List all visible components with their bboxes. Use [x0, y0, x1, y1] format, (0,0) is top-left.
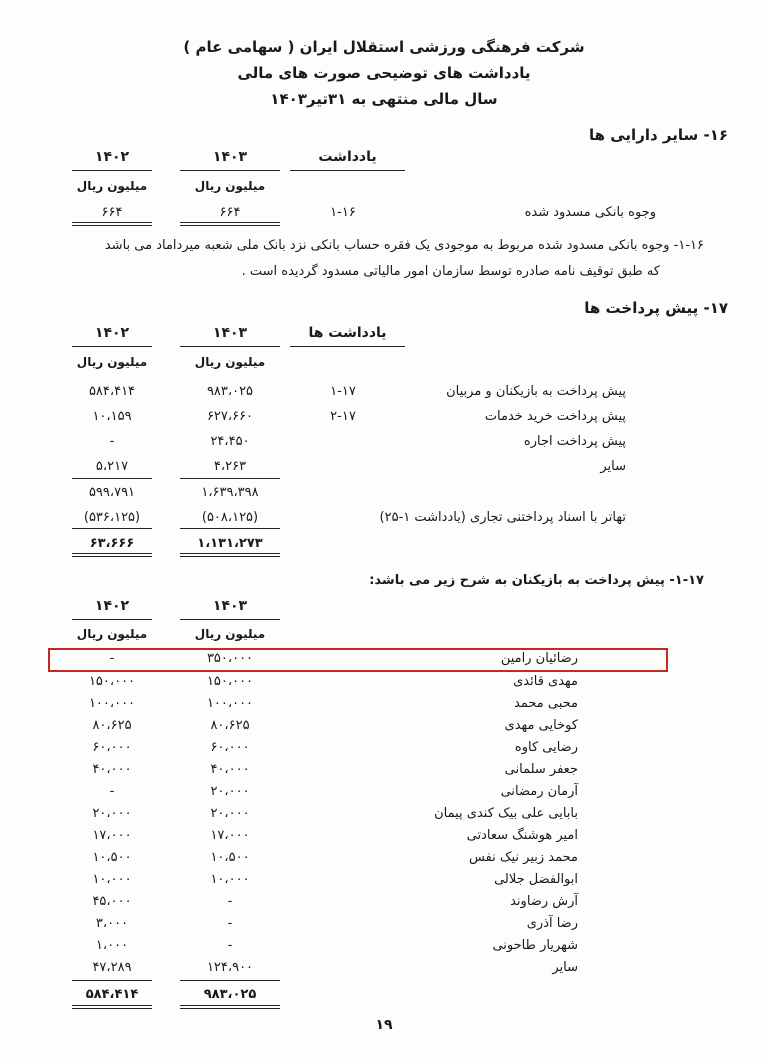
s17-offset-current: (۵۰۸،۱۲۵): [201, 510, 259, 525]
s17-total-prior: ۶۳،۶۶۶: [89, 536, 135, 551]
s171-row-label: ابوالفضل جلالی: [494, 872, 578, 887]
s17-row-note: ۲-۱۷: [330, 409, 356, 424]
s16-para-line2: که طبق توقیف نامه صادره توسط سازمان امور مالیاتی مسدود گردیده است .: [241, 264, 660, 279]
s17-row-label: پیش پرداخت خرید خدمات: [484, 409, 626, 424]
s171-row-label: سایر: [552, 960, 578, 975]
s17-total-top-rule-current: [180, 528, 280, 529]
s171-row-prior: ۶۰،۰۰۰: [92, 740, 132, 755]
s171-row-current: ۱۷،۰۰۰: [210, 828, 250, 843]
s171-row-prior: -: [109, 784, 115, 799]
s17-subtotal-rule-current: [180, 478, 280, 479]
s171-total-top-rule-current: [180, 980, 280, 981]
s17-row-prior: -: [109, 434, 115, 449]
page-number: ۱۹: [375, 1017, 393, 1033]
s17-unit-current: میلیون ریال: [194, 355, 266, 369]
s17-row-current: ۹۸۳،۰۲۵: [206, 384, 254, 399]
s171-row-current: ۱۵۰،۰۰۰: [206, 674, 254, 689]
s171-row-label: رضایی کاوه: [514, 740, 578, 755]
s17-offset-prior: (۵۳۶،۱۲۵): [83, 510, 141, 525]
s171-row-prior: ۱۰،۵۰۰: [92, 850, 132, 865]
s17-total-top-rule-prior: [72, 528, 152, 529]
section-16-title: ۱۶- سایر دارایی ها: [588, 126, 728, 144]
section-17-title: ۱۷- پیش پرداخت ها: [584, 299, 728, 317]
s171-rule-current: [180, 619, 280, 620]
s171-row-label: جعفر سلمانی: [504, 762, 578, 777]
s171-row-label: محمد زبیر نیک نفس: [468, 850, 578, 865]
s171-row-label: مهدی قائدی: [513, 674, 578, 689]
s17-row-label: سایر: [600, 459, 626, 474]
s16-rule-note: [290, 170, 405, 171]
s171-row-current: ۱۰،۵۰۰: [210, 850, 250, 865]
s16-rule-current: [180, 170, 280, 171]
s17-total-rule-current: [180, 553, 280, 557]
s17-rule-current: [180, 346, 280, 347]
s16-row-note: ۱-۱۶: [330, 205, 356, 220]
s171-row-label: آرمان رمضانی: [500, 784, 578, 799]
s16-total-rule-prior: [72, 222, 152, 226]
s17-row-current: ۴،۲۶۳: [213, 459, 247, 474]
s171-row-current: ۲۰،۰۰۰: [210, 806, 250, 821]
s171-row-label: محبی محمد: [514, 696, 578, 711]
s171-row-prior: ۴۰،۰۰۰: [92, 762, 132, 777]
s17-row-note: ۱-۱۷: [330, 384, 356, 399]
s16-unit-current: میلیون ریال: [194, 179, 266, 193]
s171-row-current: ۱۰۰،۰۰۰: [206, 696, 254, 711]
s17-row-current: ۲۴،۴۵۰: [210, 434, 250, 449]
s171-row-prior: ۲۰،۰۰۰: [92, 806, 132, 821]
s171-row-current: ۶۰،۰۰۰: [210, 740, 250, 755]
s171-row-prior: ۸۰،۶۲۵: [92, 718, 132, 733]
document-subtitle: یادداشت های توضیحی صورت های مالی: [237, 64, 531, 82]
s17-unit-prior: میلیون ریال: [76, 355, 148, 369]
s16-para-line1: ۱-۱۶- وجوه بانکی مسدود شده مربوط به موجودی یک فقره حساب بانکی نزد بانک ملی شعبه میرداماد می باشد: [104, 238, 704, 253]
s16-row-current: ۶۶۴: [219, 205, 241, 220]
s171-total-top-rule-prior: [72, 980, 152, 981]
s17-subtotal-rule-prior: [72, 478, 152, 479]
s171-year-current: ۱۴۰۳: [212, 598, 248, 614]
s171-row-current: ۴۰،۰۰۰: [210, 762, 250, 777]
s171-row-label: آرش رضاوند: [510, 894, 578, 909]
s17-total-current: ۱،۱۳۱،۲۷۳: [197, 536, 263, 551]
s171-row-current: -: [227, 938, 233, 953]
s17-row-label: پیش پرداخت به بازیکنان و مربیان: [446, 384, 626, 399]
s171-row-prior: ۴۵،۰۰۰: [92, 894, 132, 909]
s171-row-current: ۲۰،۰۰۰: [210, 784, 250, 799]
s171-row-current: -: [227, 916, 233, 931]
s171-row-label: امیر هوشنگ سعادتی: [466, 828, 578, 843]
s16-year-prior: ۱۴۰۲: [94, 149, 130, 165]
s171-total-current: ۹۸۳،۰۲۵: [203, 987, 257, 1002]
s171-row-label: بابایی علی بیک کندی پیمان: [434, 806, 578, 821]
s16-year-current: ۱۴۰۳: [212, 149, 248, 165]
s17-row-prior: ۵۸۴،۴۱۴: [88, 384, 136, 399]
s16-col-note: یادداشت: [318, 149, 377, 165]
s171-row-label: رضا آذری: [526, 916, 578, 931]
company-title: شرکت فرهنگی ورزشی استقلال ایران ( سهامی عام ): [183, 38, 585, 56]
section-17-1-title: ۱-۱۷- پیش پرداخت به بازیکنان به شرح زیر می باشد:: [369, 573, 704, 588]
s16-rule-prior: [72, 170, 152, 171]
s17-total-rule-prior: [72, 553, 152, 557]
s16-unit-prior: میلیون ریال: [76, 179, 148, 193]
s16-row-prior: ۶۶۴: [101, 205, 123, 220]
s17-offset-label: تهاتر با اسناد پرداختنی تجاری (یادداشت ۱-۲۵): [379, 510, 626, 525]
s17-row-current: ۶۲۷،۶۶۰: [206, 409, 254, 424]
s17-year-current: ۱۴۰۳: [212, 325, 248, 341]
s17-rule-prior: [72, 346, 152, 347]
s171-row-prior: ۱۷،۰۰۰: [92, 828, 132, 843]
s17-col-note: یادداشت ها: [308, 325, 387, 341]
s171-total-rule-prior: [72, 1005, 152, 1009]
s171-row-label: کوخایی مهدی: [504, 718, 578, 733]
s171-row-prior: ۱،۰۰۰: [95, 938, 129, 953]
s171-row-prior: ۴۷،۲۸۹: [92, 960, 132, 975]
s171-row-current: ۸۰،۶۲۵: [210, 718, 250, 733]
s171-total-rule-current: [180, 1005, 280, 1009]
s171-row-current: ۳۵۰،۰۰۰: [206, 651, 254, 666]
s171-row-current: ۱۰،۰۰۰: [210, 872, 250, 887]
s171-row-current: ۱۲۴،۹۰۰: [206, 960, 254, 975]
s171-unit-current: میلیون ریال: [194, 627, 266, 641]
s16-total-rule-current: [180, 222, 280, 226]
s17-row-prior: ۱۰،۱۵۹: [92, 409, 132, 424]
s171-row-label: رضائیان رامین: [500, 651, 578, 666]
s171-row-label: شهریار طاحونی: [492, 938, 578, 953]
s171-row-prior: ۱۰،۰۰۰: [92, 872, 132, 887]
s171-row-prior: ۱۰۰،۰۰۰: [88, 696, 136, 711]
s17-subtotal-prior: ۵۹۹،۷۹۱: [88, 485, 136, 500]
period-title: سال مالی منتهی به ۳۱تیر۱۴۰۳: [270, 90, 498, 108]
s17-subtotal-current: ۱،۶۳۹،۳۹۸: [201, 485, 259, 500]
s17-year-prior: ۱۴۰۲: [94, 325, 130, 341]
s171-row-prior: ۳،۰۰۰: [95, 916, 129, 931]
s171-row-current: -: [227, 894, 233, 909]
s17-rule-note: [290, 346, 405, 347]
s17-row-label: پیش پرداخت اجاره: [523, 434, 626, 449]
s171-total-prior: ۵۸۴،۴۱۴: [85, 987, 139, 1002]
s171-row-prior: -: [109, 651, 115, 666]
s171-year-prior: ۱۴۰۲: [94, 598, 130, 614]
s16-row-label: وجوه بانکی مسدود شده: [524, 205, 656, 220]
s171-unit-prior: میلیون ریال: [76, 627, 148, 641]
s171-rule-prior: [72, 619, 152, 620]
s17-row-prior: ۵،۲۱۷: [95, 459, 129, 474]
s171-row-prior: ۱۵۰،۰۰۰: [88, 674, 136, 689]
